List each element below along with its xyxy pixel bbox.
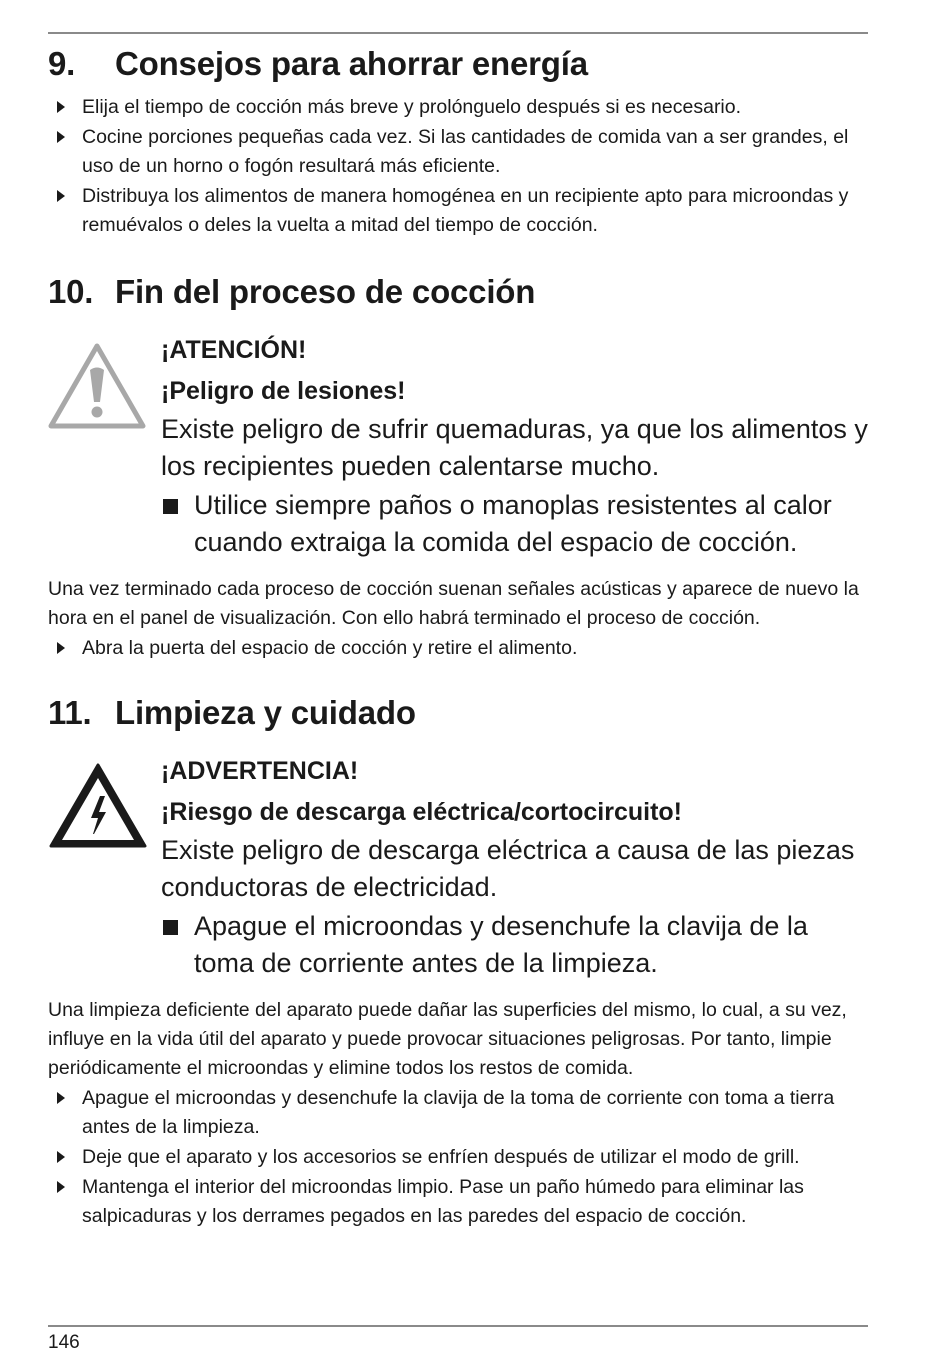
electric-shock-warning-icon <box>48 762 148 850</box>
top-rule <box>48 32 868 34</box>
square-bullet-icon <box>163 499 178 514</box>
warning-text: Existe peligro de descarga eléctrica a causa de las piezas conductoras de electricidad. <box>161 835 855 902</box>
warning-bullet: Apague el microondas y desenchufe la clavija de la toma de corriente antes de la limpieza. <box>161 908 870 982</box>
section-number: 10. <box>48 273 94 310</box>
arrow-bullet-icon <box>57 642 65 654</box>
warning-title: ¡ATENCIÓN! <box>161 336 307 364</box>
arrow-bullet-icon <box>57 101 65 113</box>
arrow-bullet-icon <box>57 190 65 202</box>
body-paragraph: Una limpieza deficiente del aparato puede dañar las superficies del mismo, lo cual, a su vez, influye en la vida útil del aparato y puede provocar situaciones peligrosas. Por tanto, limpie periódicamente el microondas y elimine todos los restos de comida. <box>48 999 847 1079</box>
warning-block <box>48 329 870 561</box>
warning-text: Existe peligro de sufrir quemaduras, ya que los alimentos y los recipientes pueden calentarse mucho. <box>161 414 868 481</box>
section-heading <box>48 270 870 314</box>
bullet-list <box>48 634 870 663</box>
section-title: Fin del proceso de cocción <box>115 273 536 310</box>
list-item: Mantenga el interior del microondas limpio. Pase un paño húmedo para eliminar las salpicaduras y los derrames pegados en las paredes del espacio de cocción. <box>48 1173 870 1231</box>
section-number: 11. <box>48 694 92 731</box>
section-heading <box>48 42 870 86</box>
section-heading <box>48 691 870 735</box>
section-cooking-end <box>48 270 870 663</box>
warning-block <box>48 750 870 982</box>
list-item: Abra la puerta del espacio de cocción y retire el alimento. <box>48 634 870 663</box>
section-title: Limpieza y cuidado <box>115 694 416 731</box>
list-item: Elija el tiempo de cocción más breve y prolónguelo después si es necesario. <box>48 93 870 122</box>
body-paragraph: Una vez terminado cada proceso de cocción suenan señales acústicas y aparece de nuevo la hora en el panel de visualización. Con ello habrá terminado el proceso de cocción. <box>48 578 859 629</box>
square-bullet-icon <box>163 920 178 935</box>
page-content <box>48 40 870 1232</box>
list-item: Deje que el aparato y los accesorios se enfríen después de utilizar el modo de grill. <box>48 1143 870 1172</box>
bullet-list <box>48 1084 870 1231</box>
warning-subtitle: ¡Riesgo de descarga eléctrica/cortocircuito! <box>161 798 683 826</box>
arrow-bullet-icon <box>57 1151 65 1163</box>
section-title: Consejos para ahorrar energía <box>115 45 588 82</box>
list-item: Distribuya los alimentos de manera homogénea en un recipiente apto para microondas y remuévalos o deles la vuelta a mitad del tiempo de cocción. <box>48 182 870 240</box>
section-number: 9. <box>48 45 76 82</box>
list-item: Cocine porciones pequeñas cada vez. Si las cantidades de comida van a ser grandes, el uso de un horno o fogón resultará más eficiente. <box>48 123 870 181</box>
arrow-bullet-icon <box>57 1181 65 1193</box>
warning-bullet: Utilice siempre paños o manoplas resistentes al calor cuando extraiga la comida del espacio de cocción. <box>161 487 870 561</box>
page-number: 146 <box>48 1332 80 1353</box>
bottom-rule <box>48 1325 868 1327</box>
warning-subtitle: ¡Peligro de lesiones! <box>161 377 406 405</box>
warning-title: ¡ADVERTENCIA! <box>161 757 359 785</box>
section-cleaning-care <box>48 691 870 1231</box>
section-energy-tips <box>48 42 870 240</box>
arrow-bullet-icon <box>57 1092 65 1104</box>
bullet-list <box>48 93 870 240</box>
list-item: Apague el microondas y desenchufe la clavija de la toma de corriente con toma a tierra antes de la limpieza. <box>48 1084 870 1142</box>
exclamation-warning-icon <box>48 342 146 430</box>
arrow-bullet-icon <box>57 131 65 143</box>
